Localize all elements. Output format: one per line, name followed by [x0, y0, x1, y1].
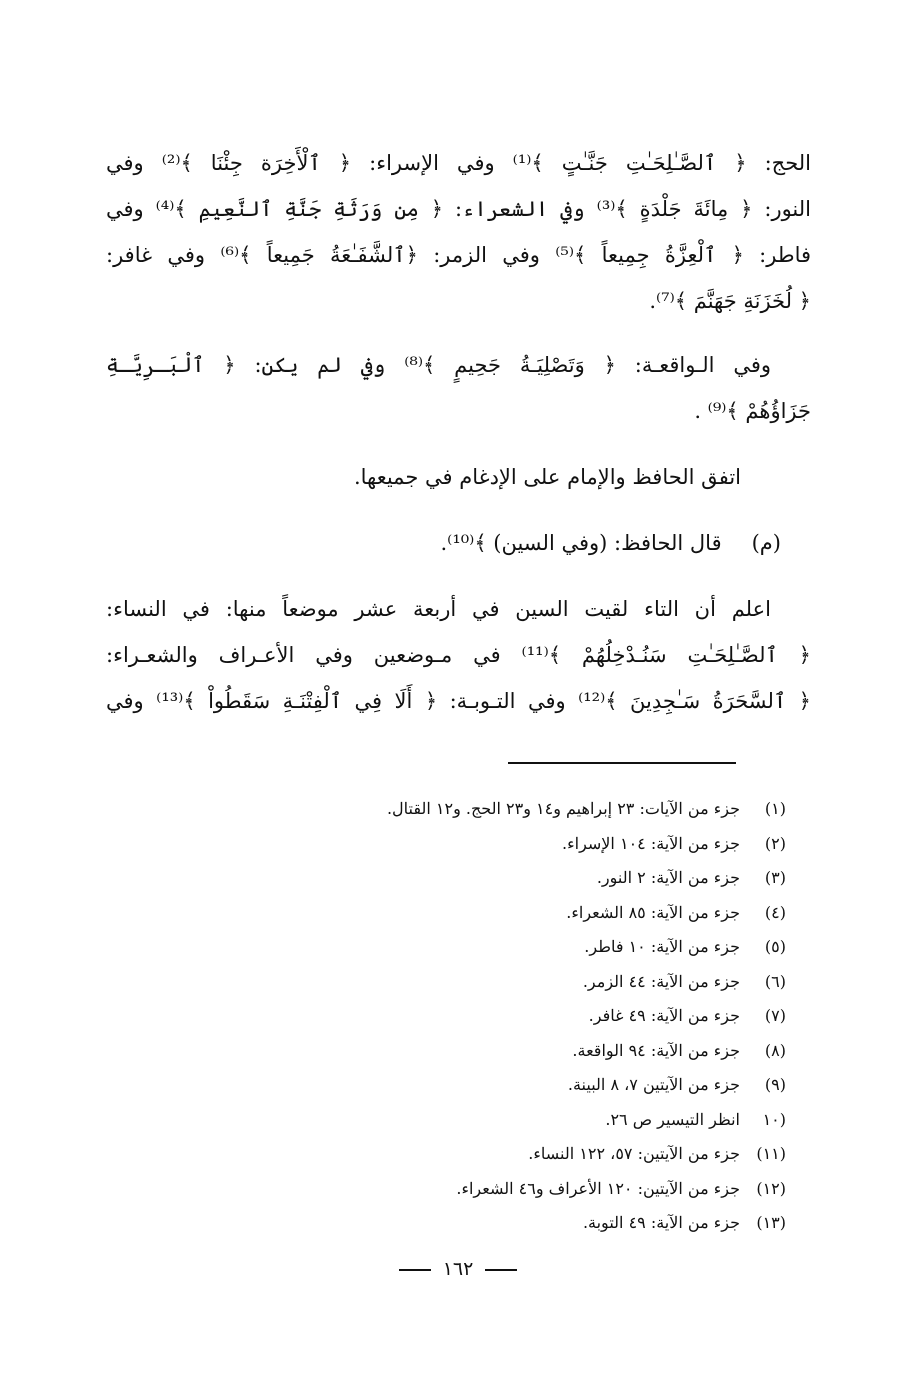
- paragraph-gap: [106, 434, 811, 454]
- page-number-value: ١٦٢: [442, 1258, 474, 1280]
- footnote-number: (١٠: [762, 1109, 786, 1129]
- footnote-text: جزء من الآية: ٤٩ غافر.: [588, 1006, 740, 1025]
- footnote-text: جزء من الآية: ١٠ فاطر.: [584, 937, 740, 956]
- footnote: [146, 1137, 786, 1172]
- matn-quote: قال الحافظ: (وفي السين) ﴾⁽¹⁰⁾.: [440, 531, 722, 555]
- footnote: [146, 1103, 786, 1138]
- footnote-text: جزء من الآية: ٩٤ الواقعة.: [572, 1040, 740, 1060]
- footnote-text: جزء من الآيتين: ٥٧، ١٢٢ النساء.: [528, 1144, 740, 1163]
- text-line: الحج: ﴿ ٱلصَّـٰلِحَـٰتِ جَنَّـٰتٍ ﴾⁽¹⁾ وفي الإسراء: ﴿ ٱلْأَخِرَة جِئْنَا ﴾⁽²⁾ وفي: [106, 151, 811, 175]
- footnote: [146, 827, 786, 862]
- footnote-text: جزء من الآية: ٢ النور.: [596, 868, 740, 887]
- footnote-number: (١): [764, 799, 786, 818]
- text-line: النور: ﴿ مِائَةَ جَلْدَةٍ ﴾⁽³⁾ وفي الشعراء: ﴿ مِن وَرَثَةِ جَنَّةِ ٱلنَّعِيمِ ﴾⁽⁴⁾ وفي: [106, 197, 811, 221]
- footnote-text: جزء من الآية: ١٠٤ الإسراء.: [562, 833, 740, 853]
- text-line: ﴿ ٱلسَّحَرَةُ سَـٰجِدِينَ ﴾⁽¹²⁾ وفي التـوبـة: ﴿ أَلَا فِي ٱلْفِتْنَـةِ سَقَطُواْ ﴾⁽¹³⁾ وفي: [106, 689, 811, 713]
- footnote: [146, 792, 786, 827]
- matn-line: [106, 520, 811, 566]
- footnotes: [146, 792, 786, 1241]
- footnote: [146, 1034, 786, 1069]
- text-line: ﴿ لُخَزَنَةِ جَهَنَّمَ ﴾⁽⁷⁾.: [649, 289, 811, 313]
- footnote: [146, 930, 786, 965]
- text-line: فاطر: ﴿ ٱلْعِزَّةُ جِمِيعاً ﴾⁽⁵⁾ وفي الزمر: ﴿ٱلشَّفَـٰعَةُ جَمِيعاً ﴾⁽⁶⁾ وفي غافر:: [106, 243, 811, 267]
- footnote-number: (٧): [764, 1006, 786, 1025]
- text-line: ﴿ ٱلصَّـٰلِحَـٰتِ سَنُـدْخِلُهُمْ ﴾⁽¹¹⁾ في مـوضعين وفي الأعـراف والشعـراء:: [106, 643, 811, 667]
- footnote-number: (٨): [764, 1040, 786, 1060]
- footnote-text: جزء من الآيات: ٢٣ إبراهيم و١٤ و٢٣ الحج. و١٢ القتال.: [386, 799, 740, 818]
- text-line: اعلم أن التاء لقيت السين في أربعة عشر موضعاً منها: في النساء:: [106, 597, 771, 621]
- footnote: [146, 1068, 786, 1103]
- main-text: [106, 140, 811, 724]
- footnote-number: (٩): [764, 1075, 786, 1094]
- page-number: [0, 1258, 916, 1280]
- footnote-text: جزء من الآيتين ٧، ٨ البينة.: [567, 1075, 740, 1094]
- text-line: جَزَاؤُهُمْ ﴾⁽⁹⁾ .: [694, 399, 811, 423]
- footnote-text: انظر التيسير ص ٢٦.: [605, 1109, 740, 1129]
- footnote-number: (١٣): [756, 1213, 786, 1232]
- matn-marker: (م): [751, 531, 781, 555]
- footnote-number: (٦): [764, 971, 786, 991]
- footnote-number: (٤): [764, 902, 786, 922]
- footnote-text: جزء من الآية: ٤٩ التوبة.: [582, 1213, 740, 1232]
- footnote-number: (١١): [756, 1144, 786, 1163]
- footnote-number: (١٢): [756, 1178, 786, 1198]
- text-line: وفي الـواقعـة: ﴿ وَتَصْلِيَـةُ جَحِيمٍ ﴾⁽⁸⁾ وفي لم يكن: ﴿ ٱلْبَـرِيَّـةِ: [106, 353, 772, 377]
- footnote-number: (٢): [764, 833, 786, 853]
- paragraph-gap: [106, 500, 811, 520]
- footnote-text: جزء من الآية: ٨٥ الشعراء.: [566, 902, 740, 922]
- footnote: [146, 1172, 786, 1207]
- agreement-line: اتفق الحافظ والإمام على الإدغام في جميعها.: [353, 465, 741, 489]
- page-number-dash: [399, 1269, 431, 1271]
- footnote: [146, 861, 786, 896]
- footnote: [146, 896, 786, 931]
- paragraph-gap: [106, 566, 811, 586]
- footnote: [146, 999, 786, 1034]
- footnote: [146, 1206, 786, 1241]
- footnote: [146, 965, 786, 1000]
- footnote-text: جزء من الآيتين: ١٢٠ الأعراف و٤٦ الشعراء.: [456, 1178, 740, 1198]
- page-number-dash: [485, 1269, 517, 1271]
- footnote-number: (٣): [764, 868, 786, 887]
- paragraph-gap: [106, 324, 811, 342]
- footnote-text: جزء من الآية: ٤٤ الزمر.: [582, 971, 740, 991]
- footnote-number: (٥): [764, 937, 786, 956]
- footnote-separator: [508, 762, 736, 764]
